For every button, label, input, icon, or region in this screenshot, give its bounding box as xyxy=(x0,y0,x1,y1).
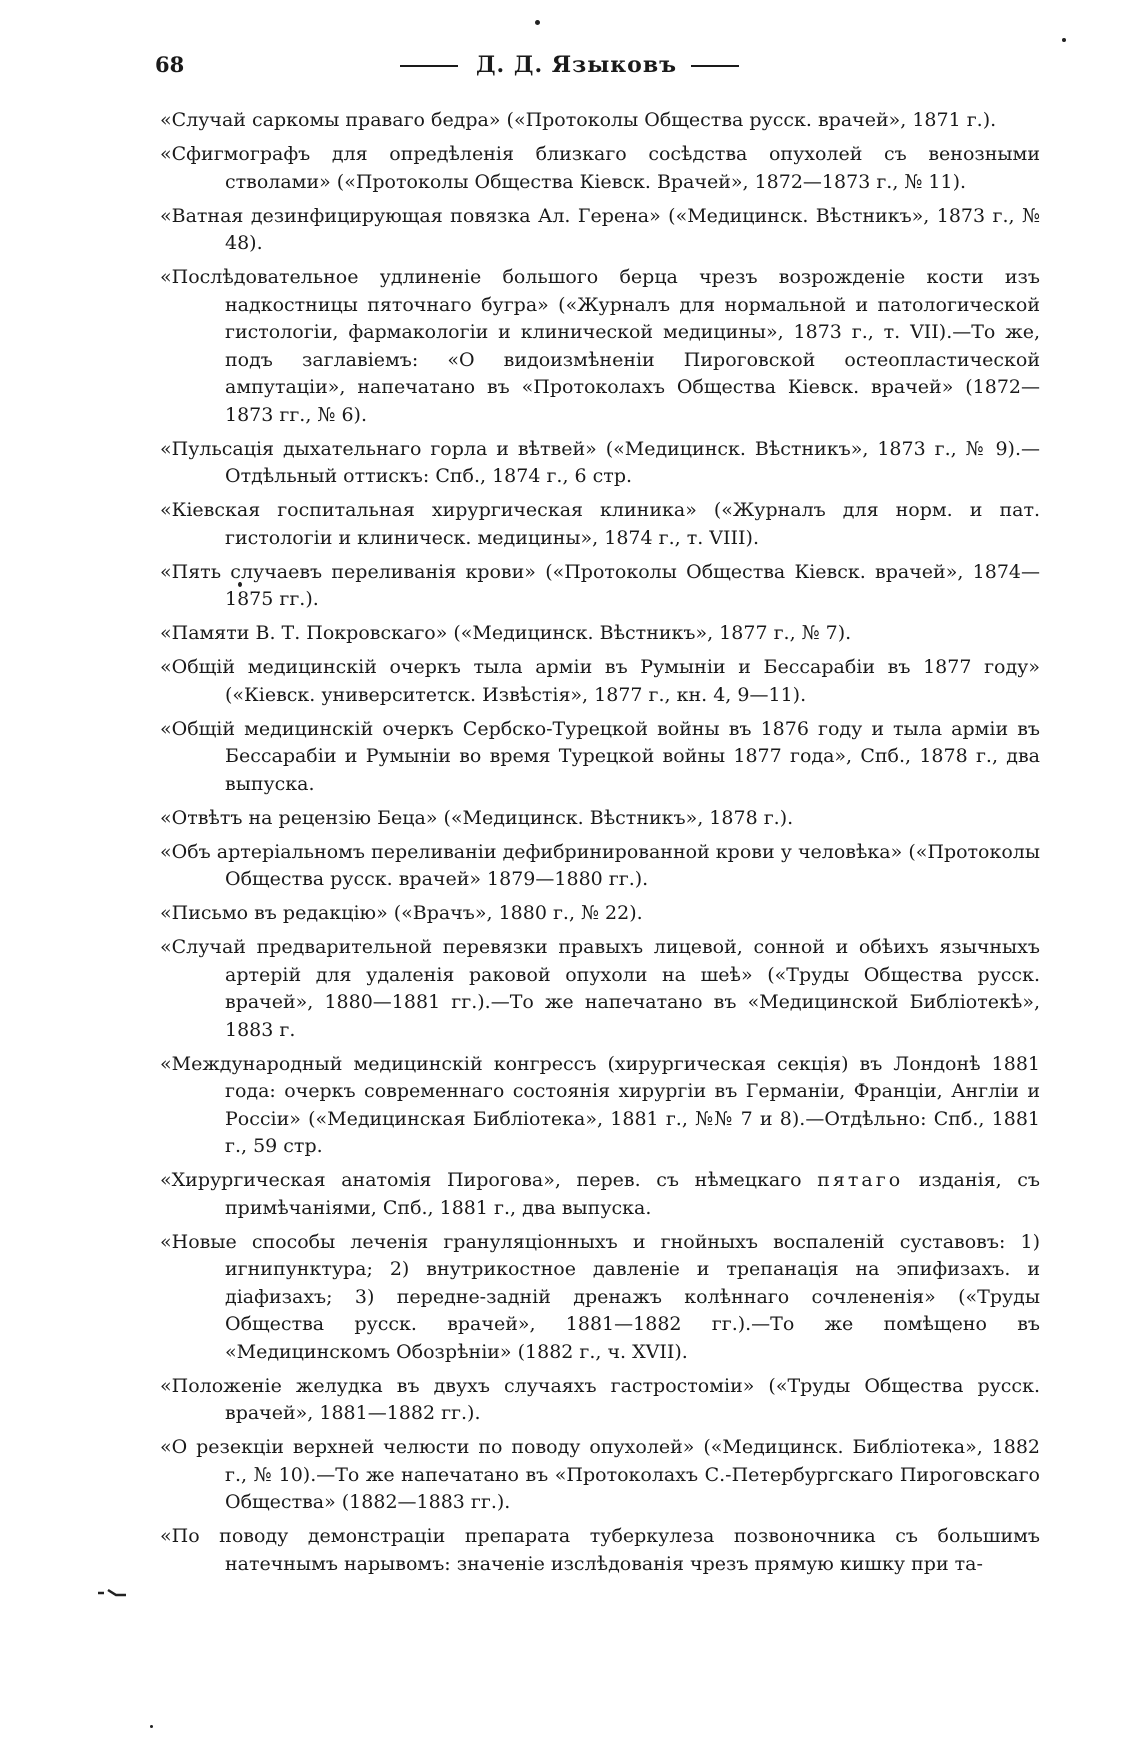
bibliography-list xyxy=(160,107,1040,1585)
scan-speck xyxy=(238,582,242,587)
bibliography-entry: «Пульсація дыхательнаго горла и вѣтвей» («Медицинск. Вѣстникъ», 1873 г., № 9).—Отдѣльный оттискъ: Спб., 1874 г., 6 стр. xyxy=(160,437,1040,487)
bibliography-entry: «Случай саркомы праваго бедра» («Протоколы Общества русск. врачей», 1871 г.). xyxy=(160,109,997,131)
running-title-group xyxy=(400,52,739,78)
bibliography-entry: «Международный медицинскій конгрессъ (хирургическая секція) въ Лондонѣ 1881 года: очеркъ современнаго состоянія хирургіи въ Германіи, Франціи, Англіи и Россіи» («Медицинская Библіотека», 1881 г., №№ 7 и 8).—Отдѣльно: Спб., 1881 г., 59 стр. xyxy=(160,1052,1040,1157)
bibliography-entry: «Объ артеріальномъ переливаніи дефибринированной крови у человѣка» («Протоколы Общества русск. врачей» 1879—1880 гг.). xyxy=(160,840,1040,890)
bibliography-entry: «Случай предварительной перевязки правыхъ лицевой, сонной и обѣихъ язычныхъ артерій для удаленія раковой опухоли на шеѣ» («Труды Общества русск. врачей», 1880—1881 гг.).—То же напечатано въ «Медицинской Библіотекѣ», 1883 г. xyxy=(160,936,1040,1041)
page-number: 68 xyxy=(155,52,185,77)
bibliography-entry: «Положеніе желудка въ двухъ случаяхъ гастростоміи» («Труды Общества русск. врачей», 1881—1882 гг.). xyxy=(160,1374,1040,1424)
scan-speck xyxy=(150,1725,153,1728)
bibliography-entry: «Послѣдовательное удлиненіе большого берца чрезъ возрожденіе кости изъ надкостницы пяточнаго бугра» («Журналъ для нормальной и патологической гистологіи, фармакологіи и клинической медицины», 1873 г., т. VII).—То же, подъ заглавіемъ: «О видоизмѣненіи Пироговской остеопластической ампутаціи», напечатано въ «Протоколахъ Общества Кіевск. врачей» (1872—1873 гг., № 6). xyxy=(160,266,1040,426)
entry-text-spaced: пятаго xyxy=(817,1169,904,1191)
scan-speck xyxy=(535,20,540,25)
bibliography-entry: «Памяти В. Т. Покровскаго» («Медицинск. Вѣстникъ», 1877 г., № 7). xyxy=(160,622,852,644)
bibliography-entry: «Отвѣтъ на рецензію Беца» («Медицинск. Вѣстникъ», 1878 г.). xyxy=(160,806,794,829)
bibliography-entry: «Сфигмографъ для опредѣленія близкаго сосѣдства опухолей съ венозными стволами» («Протоколы Общества Кіевск. Врачей», 1872—1873 г., № 11). xyxy=(160,143,1040,193)
bibliography-entry: «Новые способы леченія грануляціонныхъ и гнойныхъ воспаленій суставовъ: 1) игнипунктура; 2) внутрикостное давленіе и трепанація на эпифизахъ. и діафизахъ; 3) передне-задній дренажъ колѣннаго сочлененія» («Труды Общества русск. врачей», 1881—1882 гг.).—То же помѣщено въ «Медицинскомъ Обозрѣніи» (1882 г., ч. XVII). xyxy=(160,1230,1040,1363)
entry-text-after: изданія, съ примѣчаніями, Спб., 1881 г., два выпуска. xyxy=(225,1169,1040,1219)
scan-speck xyxy=(1062,38,1066,42)
bibliography-entry: «Общій медицинскій очеркъ Сербско-Турецкой войны въ 1876 году и тыла арміи въ Бессарабіи и Румыніи во время Турецкой войны 1877 года», Спб., 1878 г., два выпуска. xyxy=(160,717,1040,795)
bibliography-entry: «По поводу демонстраціи препарата туберкулеза позвоночника съ большимъ натечнымъ нарывомъ: значеніе изслѣдованія чрезъ прямую кишку при та- xyxy=(160,1525,1040,1575)
bibliography-entry: «Общій медицинскій очеркъ тыла арміи въ Румыніи и Бессарабіи въ 1877 году» («Кіевск. университетск. Извѣстія», 1877 г., кн. 4, 9—11). xyxy=(160,656,1040,706)
page-header xyxy=(155,52,1040,88)
running-title: Д. Д. Языковъ xyxy=(476,52,677,78)
margin-mark xyxy=(98,1588,128,1598)
rule-right xyxy=(691,65,739,67)
bibliography-entry: «Письмо въ редакцію» («Врачъ», 1880 г., № 22). xyxy=(160,902,643,924)
rule-left xyxy=(400,65,458,67)
entry-text-before: «Хирургическая анатомія Пирогова», перев. съ нѣмецкаго xyxy=(160,1169,818,1191)
bibliography-entry: «Пять случаевъ переливанія крови» («Протоколы Общества Кіевск. врачей», 1874—1875 гг.). xyxy=(160,560,1040,610)
bibliography-entry xyxy=(160,1167,1040,1222)
bibliography-entry: «Ватная дезинфицирующая повязка Ал. Герена» («Медицинск. Вѣстникъ», 1873 г., № 48). xyxy=(160,204,1040,254)
bibliography-entry: «Кіевская госпитальная хирургическая клиника» («Журналъ для норм. и пат. гистологіи и клиническ. медицины», 1874 г., т. VIII). xyxy=(160,499,1040,549)
bibliography-entry: «О резекціи верхней челюсти по поводу опухолей» («Медицинск. Библіотека», 1882 г., № 10).—То же напечатано въ «Протоколахъ С.-Петербургскаго Пироговскаго Общества» (1882—1883 гг.). xyxy=(160,1436,1040,1513)
